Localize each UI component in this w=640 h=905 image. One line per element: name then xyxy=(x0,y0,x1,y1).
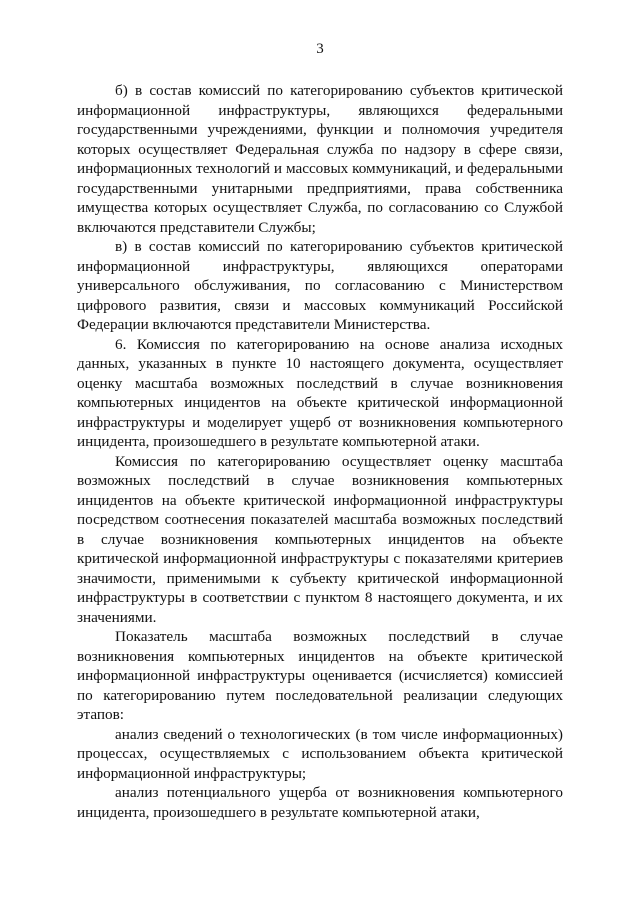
paragraph-6: 6. Комиссия по категорированию на основе анализа исходных данных, указанных в пункте 10 настоящего документа, осуществляет оценку масштаба возможных последствий в случае возникновения компьютерных инцидентов на объекте критической информационной инфраструктуры и моделирует ущерб от возникновения компьютерного инцидента, произошедшего в результате компьютерной атаки. xyxy=(77,335,563,450)
document-body xyxy=(77,81,563,822)
page-number: 3 xyxy=(316,41,324,57)
paragraph-stage-2: анализ потенциального ущерба от возникновения компьютерного инцидента, произошедшего в результате компьютерной атаки, xyxy=(77,784,563,821)
paragraph-v: в) в состав комиссий по категорированию субъектов критической информационной инфраструктуры, являющихся операторами универсального обслуживания, по согласованию с Министерством цифрового развития, связи и массовых коммуникаций Российской Федерации включаются представители Министерства. xyxy=(77,238,563,333)
paragraph-assessment: Комиссия по категорированию осуществляет оценку масштаба возможных последствий в случае возникновения компьютерных инцидентов на объекте критической информационной инфраструктуры посредством соотнесения показателей масштаба возможных последствий в случае возникновения компьютерных инцидентов на объекте критической информационной инфраструктуры с показателями критериев значимости, применимыми к субъекту критической информационной инфраструктуры в соответствии с пунктом 8 настоящего документа, и их значениями. xyxy=(77,452,563,626)
paragraph-indicator: Показатель масштаба возможных последствий в случае возникновения компьютерных инцидентов на объекте критической информационной инфраструктуры оценивается (исчисляется) комиссией по категорированию путем последовательной реализации следующих этапов: xyxy=(77,628,563,723)
paragraph-stage-1: анализ сведений о технологических (в том числе информационных) процессах, осуществляемых с использованием объекта критической информационной инфраструктуры; xyxy=(77,725,563,782)
paragraph-b: б) в состав комиссий по категорированию субъектов критической информационной инфраструктуры, являющихся федеральными государственными учреждениями, функции и полномочия учредителя которых осуществляет Федеральная служба по надзору в сфере связи, информационных технологий и массовых коммуникаций, и федеральными государственными унитарными предприятиями, права собственника имущества которых осуществляет Служба, по согласованию со Службой включаются представители Службы; xyxy=(77,82,563,236)
